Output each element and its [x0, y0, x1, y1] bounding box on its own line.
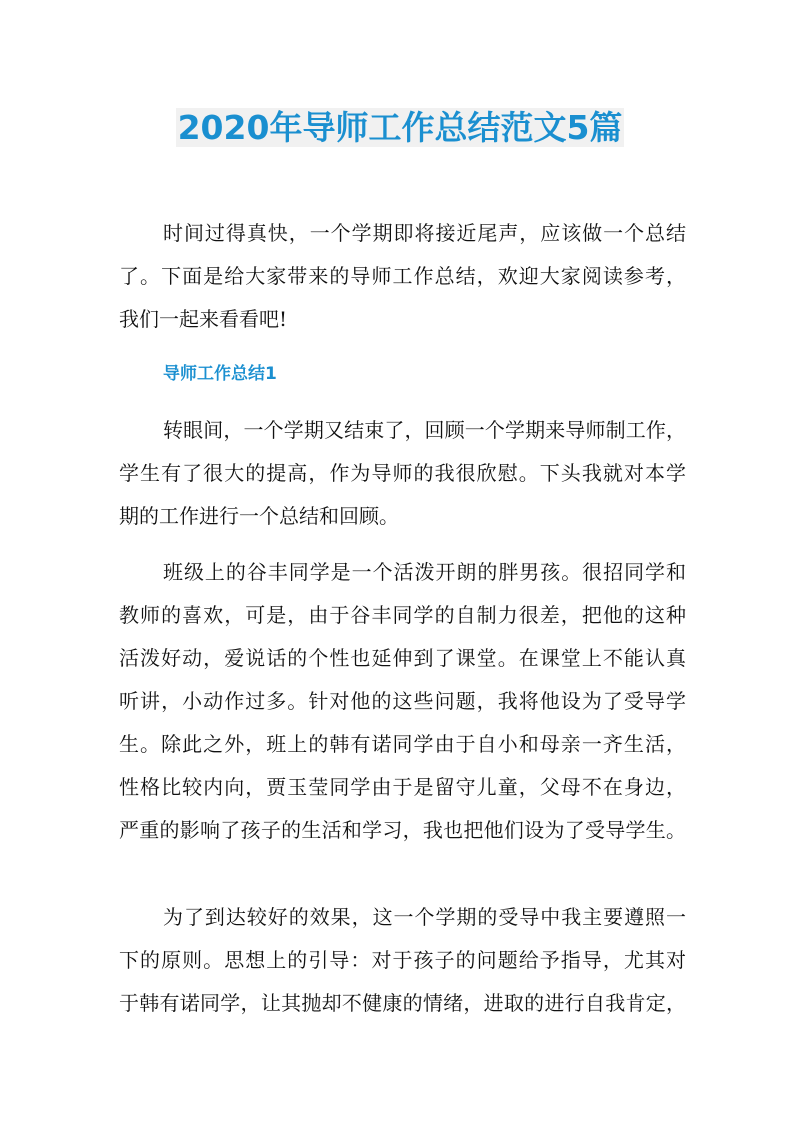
- document-title: [0, 104, 800, 152]
- paragraph-line: 期的工作进行一个总结和回顾。: [119, 504, 399, 528]
- paragraph-line: 活泼好动，爱说话的个性也延伸到了课堂。在课堂上不能认真: [119, 646, 686, 670]
- title-text: 2020年导师工作总结范文5篇: [177, 108, 623, 147]
- paragraph-line: 为了到达较好的效果，这一个学期的受导中我主要遵照一: [163, 905, 686, 929]
- paragraph-line: 班级上的谷丰同学是一个活泼开朗的胖男孩。很招同学和: [163, 560, 686, 584]
- paragraph-line: 性格比较内向，贾玉莹同学由于是留守儿童，父母不在身边，: [119, 775, 686, 799]
- paragraph-line: 于韩有诺同学，让其抛却不健康的情绪，进取的进行自我肯定，: [119, 991, 686, 1015]
- intro-line: 了。下面是给大家带来的导师工作总结，欢迎大家阅读参考，: [119, 264, 686, 288]
- paragraph-line: 转眼间，一个学期又结束了，回顾一个学期来导师制工作，: [163, 418, 686, 442]
- intro-line: 我们一起来看看吧!: [119, 307, 288, 331]
- paragraph-line: 生。除此之外，班上的韩有诺同学由于自小和母亲一齐生活，: [119, 732, 686, 756]
- paragraph-line: 教师的喜欢，可是，由于谷丰同学的自制力很差，把他的这种: [119, 603, 686, 627]
- paragraph-line: 严重的影响了孩子的生活和学习，我也把他们设为了受导学生。: [119, 818, 686, 842]
- intro-line: 时间过得真快，一个学期即将接近尾声，应该做一个总结: [163, 221, 686, 245]
- paragraph-line: 下的原则。思想上的引导：对于孩子的问题给予指导，尤其对: [119, 948, 686, 972]
- section-heading: 导师工作总结1: [163, 364, 277, 384]
- paragraph-line: 听讲，小动作过多。针对他的这些问题，我将他设为了受导学: [119, 689, 686, 713]
- paragraph-line: 学生有了很大的提高，作为导师的我很欣慰。下头我就对本学: [119, 461, 686, 485]
